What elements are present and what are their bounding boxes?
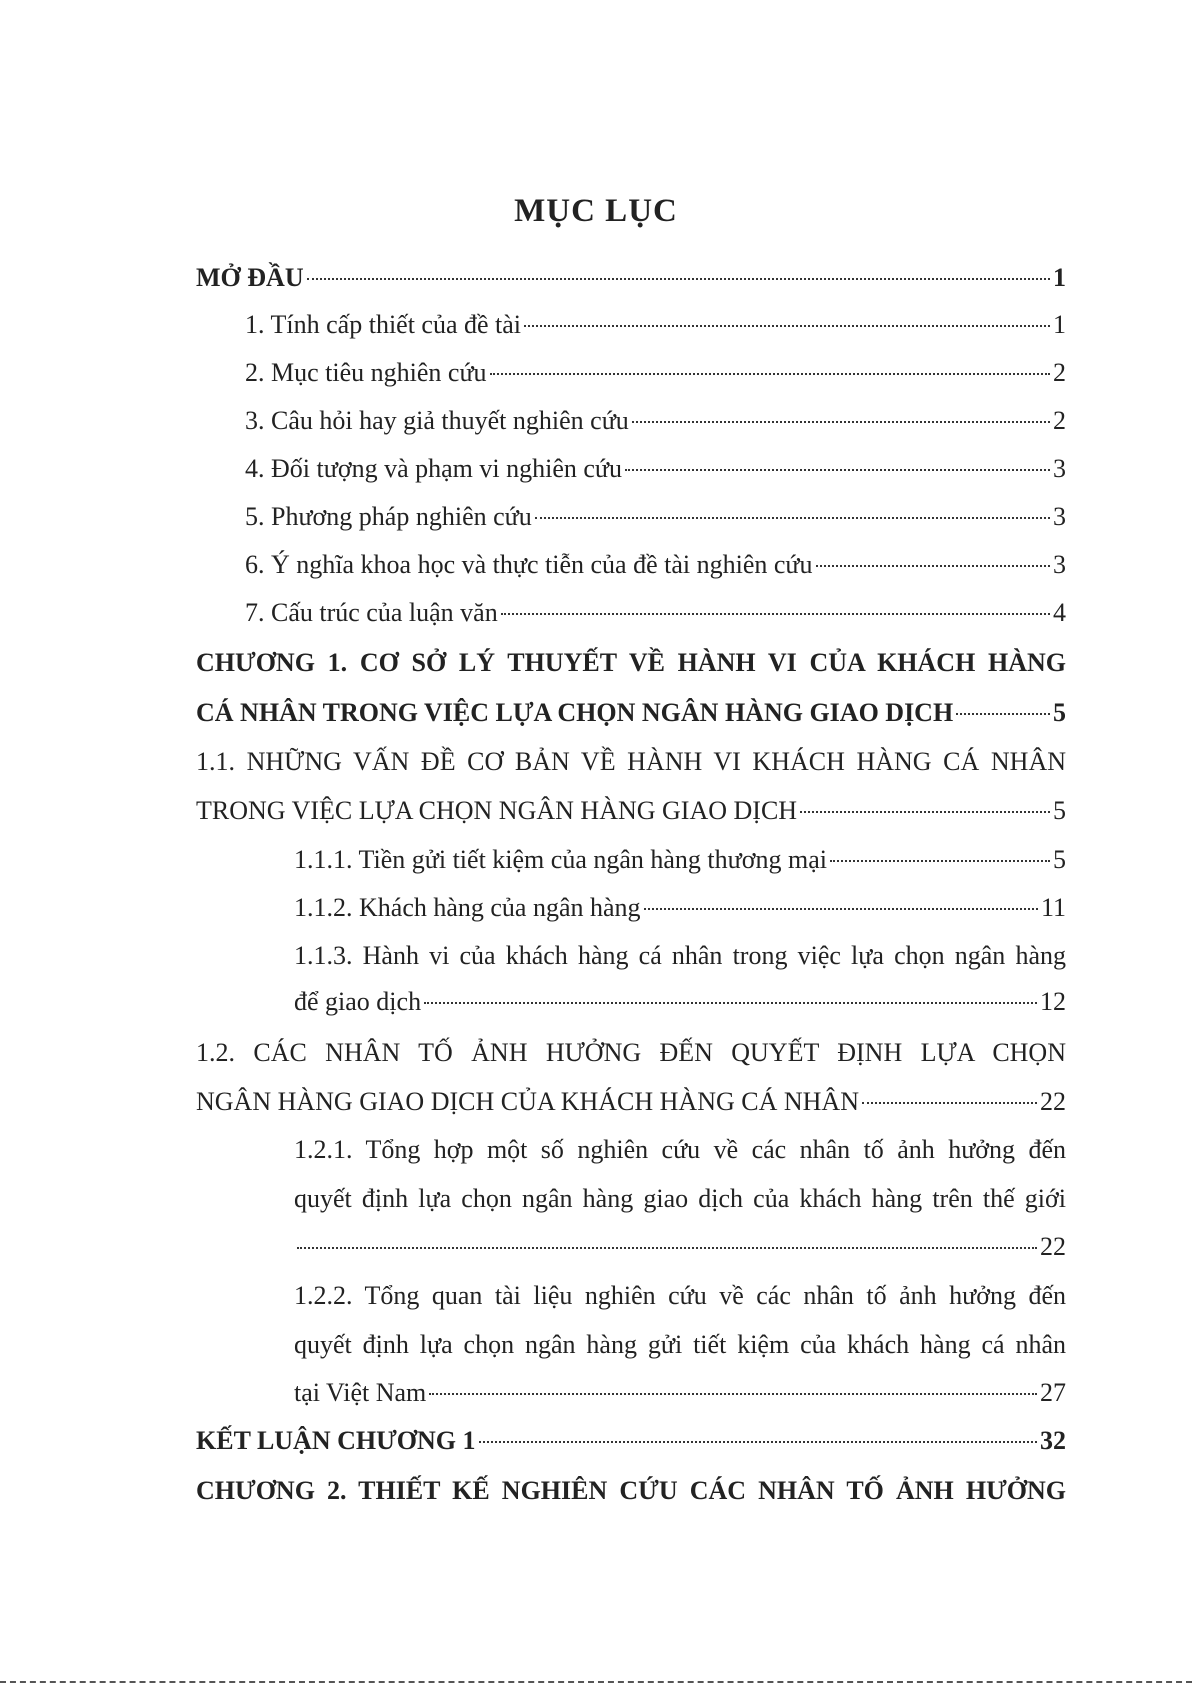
toc-page-number: 5	[1053, 796, 1066, 825]
dot-leader	[535, 517, 1050, 519]
toc-page-number: 5	[1053, 698, 1066, 727]
dot-leader	[490, 373, 1050, 375]
toc-page-number: 4	[1053, 598, 1066, 627]
toc-chapter-1-line-1: CHƯƠNG 1. CƠ SỞ LÝ THUYẾT VỀ HÀNH VI CỦA KHÁCH HÀNG	[196, 648, 1066, 677]
toc-page-number: 3	[1053, 502, 1066, 531]
toc-entry-text: 7. Cấu trúc của luận văn	[245, 598, 498, 627]
dot-leader	[632, 421, 1050, 423]
toc-page-number: 2	[1053, 406, 1066, 435]
toc-subsection-1-2-2-line-1: 1.2.2. Tổng quan tài liệu nghiên cứu về các nhân tố ảnh hưởng đến	[294, 1281, 1066, 1310]
dot-leader	[307, 278, 1050, 280]
dot-leader	[644, 908, 1038, 910]
toc-entry-5	[245, 500, 1066, 534]
toc-subsection-1-1-2	[294, 891, 1066, 925]
toc-conclusion-chapter-1	[196, 1424, 1066, 1458]
dot-leader	[479, 1441, 1037, 1443]
toc-section-1-2-line-1: 1.2. CÁC NHÂN TỐ ẢNH HƯỞNG ĐẾN QUYẾT ĐỊNH LỰA CHỌN	[196, 1038, 1066, 1067]
toc-entry-text: 1. Tính cấp thiết của đề tài	[245, 310, 522, 339]
dot-leader	[862, 1102, 1037, 1104]
toc-page-number: 12	[1040, 987, 1066, 1016]
dot-leader	[800, 811, 1050, 813]
toc-page-number: 22	[1040, 1232, 1066, 1261]
toc-entry-text: 1.1.2. Khách hàng của ngân hàng	[294, 893, 641, 922]
toc-entry-text: 4. Đối tượng và phạm vi nghiên cứu	[245, 454, 622, 483]
toc-section-1-1-line-1: 1.1. NHỮNG VẤN ĐỀ CƠ BẢN VỀ HÀNH VI KHÁCH HÀNG CÁ NHÂN	[196, 747, 1066, 776]
toc-page-number: 22	[1040, 1087, 1066, 1116]
toc-subsection-1-2-1-line-2: quyết định lựa chọn ngân hàng giao dịch của khách hàng trên thế giới	[294, 1184, 1066, 1213]
toc-entry-7	[245, 596, 1066, 630]
dot-leader	[625, 469, 1050, 471]
toc-entry-text: tại Việt Nam	[294, 1378, 427, 1407]
toc-subsection-1-1-3	[294, 985, 1066, 1019]
toc-chapter-1	[196, 696, 1066, 730]
toc-entry-text: KẾT LUẬN CHƯƠNG 1	[196, 1426, 476, 1455]
toc-subsection-1-2-2-line-2: quyết định lựa chọn ngân hàng gửi tiết kiệm của khách hàng cá nhân	[294, 1330, 1066, 1359]
toc-entry-text: 2. Mục tiêu nghiên cứu	[245, 358, 487, 387]
toc-subsection-1-1-1	[294, 843, 1066, 877]
toc-entry-mo-dau	[196, 261, 1066, 295]
toc-page-number: 5	[1053, 845, 1066, 874]
dot-leader	[424, 1002, 1037, 1004]
dot-leader	[524, 325, 1050, 327]
toc-page-number: 3	[1053, 550, 1066, 579]
toc-chapter-2-line-1: CHƯƠNG 2. THIẾT KẾ NGHIÊN CỨU CÁC NHÂN TỐ ẢNH HƯỞNG	[196, 1476, 1066, 1505]
toc-page-number: 2	[1053, 358, 1066, 387]
toc-page-number: 32	[1040, 1426, 1066, 1455]
toc-entry-text: MỞ ĐẦU	[196, 263, 304, 292]
toc-entry-text: CÁ NHÂN TRONG VIỆC LỰA CHỌN NGÂN HÀNG GIAO DỊCH	[196, 698, 954, 727]
toc-page-number: 1	[1053, 263, 1066, 292]
toc-entry-4	[245, 452, 1066, 486]
toc-subsection-1-2-1	[294, 1230, 1066, 1264]
toc-subsection-1-2-2	[294, 1376, 1066, 1410]
toc-entry-text: 5. Phương pháp nghiên cứu	[245, 502, 532, 531]
toc-entry-3	[245, 404, 1066, 438]
toc-title: MỤC LỤC	[514, 193, 678, 229]
toc-page-number: 3	[1053, 454, 1066, 483]
toc-entry-text: để giao dịch	[294, 987, 422, 1016]
toc-entry-text: 3. Câu hỏi hay giả thuyết nghiên cứu	[245, 406, 629, 435]
toc-page-number: 27	[1040, 1378, 1066, 1407]
toc-subsection-1-2-1-line-1: 1.2.1. Tổng hợp một số nghiên cứu về các nhân tố ảnh hưởng đến	[294, 1135, 1066, 1164]
toc-section-1-2	[196, 1085, 1066, 1119]
dot-leader	[956, 713, 1050, 715]
toc-section-1-1	[196, 794, 1066, 828]
toc-entry-text: 1.1.1. Tiền gửi tiết kiệm của ngân hàng thương mại	[294, 845, 827, 874]
toc-entry-1	[245, 308, 1066, 342]
dot-leader	[297, 1247, 1037, 1249]
toc-entry-text: TRONG VIỆC LỰA CHỌN NGÂN HÀNG GIAO DỊCH	[196, 796, 798, 825]
toc-entry-2	[245, 356, 1066, 390]
toc-subsection-1-1-3-line-1: 1.1.3. Hành vi của khách hàng cá nhân trong việc lựa chọn ngân hàng	[294, 941, 1066, 970]
dot-leader	[501, 613, 1050, 615]
toc-entry-text: NGÂN HÀNG GIAO DỊCH CỦA KHÁCH HÀNG CÁ NHÂN	[196, 1087, 859, 1116]
dot-leader	[816, 565, 1050, 567]
toc-entry-6	[245, 548, 1066, 582]
toc-page-number: 1	[1053, 310, 1066, 339]
dot-leader	[429, 1393, 1037, 1395]
dot-leader	[830, 860, 1050, 862]
page-bottom-rule	[0, 1679, 1192, 1683]
toc-page-number: 11	[1040, 893, 1066, 922]
toc-entry-text: 6. Ý nghĩa khoa học và thực tiễn của đề tài nghiên cứu	[245, 550, 813, 579]
